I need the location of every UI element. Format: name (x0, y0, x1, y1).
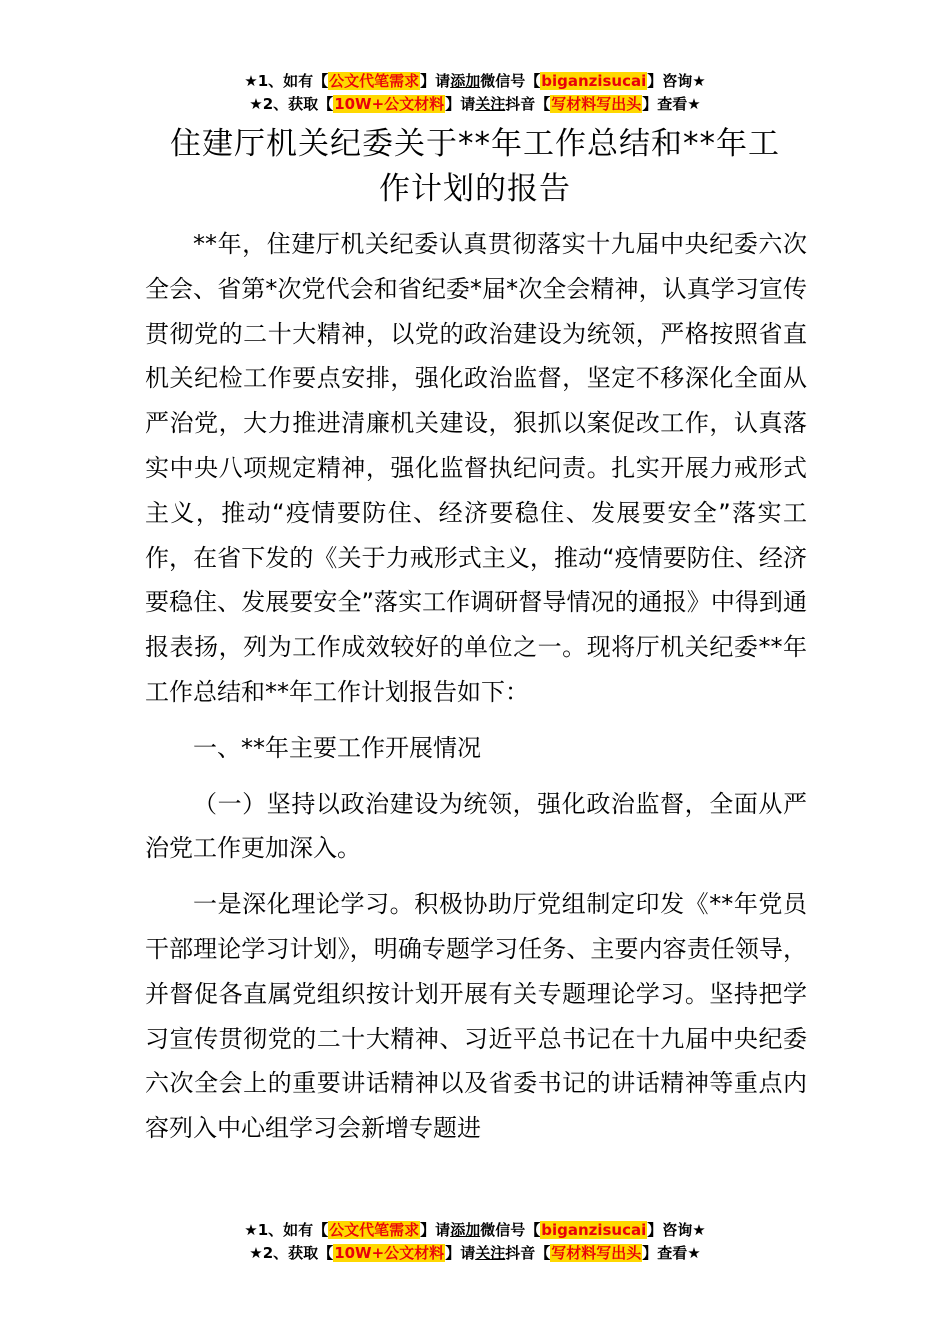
banner-line-1 (0, 70, 950, 93)
banner-wechat-id: biganzisucai (541, 1221, 647, 1239)
banner-highlight: 公文代笔需求 (329, 1221, 420, 1239)
banner-emphasis: 关注 (475, 1244, 506, 1262)
banner-text: 】咨询★ (647, 72, 706, 90)
banner-text: 微信号【 (480, 72, 541, 90)
banner-douyin-account: 写材料写出头 (551, 1244, 642, 1262)
footer-banner (0, 1219, 950, 1265)
banner-text: 】请 (420, 72, 451, 90)
header-banner (0, 70, 950, 116)
banner-line-2 (0, 93, 950, 116)
banner-text: ★1、如有【 (244, 1221, 329, 1239)
banner-text: ★2、获取【 (249, 95, 334, 113)
banner-douyin-account: 写材料写出头 (551, 95, 642, 113)
title-line-2: 作计划的报告 (379, 171, 571, 207)
banner-text: 抖音【 (505, 95, 551, 113)
banner-wechat-id: biganzisucai (541, 72, 647, 90)
banner-line-2 (0, 1242, 950, 1265)
banner-text: 微信号【 (480, 1221, 541, 1239)
banner-highlight: 公文代笔需求 (329, 72, 420, 90)
banner-text: 】查看★ (642, 95, 701, 113)
banner-text: 】请 (420, 1221, 451, 1239)
subsection-heading: （一）坚持以政治建设为统领，强化政治监督，全面从严治党工作更加深入。 (145, 789, 807, 863)
title-line-1: 住建厅机关纪委关于**年工作总结和**年工 (170, 126, 780, 162)
banner-text: 】请 (445, 95, 476, 113)
banner-emphasis: 添加 (450, 72, 481, 90)
banner-line-1 (0, 1219, 950, 1242)
banner-emphasis: 关注 (475, 95, 506, 113)
banner-text: ★1、如有【 (244, 72, 329, 90)
banner-text: 】请 (445, 1244, 476, 1262)
section-heading: 一、**年主要工作开展情况 (193, 733, 481, 762)
banner-highlight: 10W+公文材料 (334, 1244, 445, 1262)
paragraph-intro: **年，住建厅机关纪委认真贯彻落实十九届中央纪委六次全会、省第*次党代会和省纪委*届*次全会精神，认真学习宣传贯彻党的二十大精神，以党的政治建设为统领，严格按照省直机关纪检工作要点安排，强化政治监督，坚定不移深化全面从严治党，大力推进清廉机关建设，狠抓以案促改工作，认真落实中央八项规定精神，强化监督执纪问责。扎实开展力戒形式主义，推动“疫情要防住、经济要稳住、发展要安全”落实工作，在省下发的《关于力戒形式主义，推动“疫情要防住、经济要稳住、发展要安全”落实工作调研督导情况的通报》中得到通报表扬，列为工作成效较好的单位之一。现将厅机关纪委**年工作总结和**年工作计划报告如下： (145, 230, 807, 706)
banner-text: ★2、获取【 (249, 1244, 334, 1262)
banner-text: 抖音【 (505, 1244, 551, 1262)
document-title (130, 122, 820, 212)
banner-emphasis: 添加 (450, 1221, 481, 1239)
paragraph-body: 一是深化理论学习。积极协助厅党组制定印发《**年党员干部理论学习计划》，明确专题学习任务、主要内容责任领导，并督促各直属党组织按计划开展有关专题理论学习。坚持把学习宣传贯彻党的二十大精神、习近平总书记在十九届中央纪委六次全会上的重要讲话精神以及省委书记的讲话精神等重点内容列入中心组学习会新增专题进 (145, 890, 807, 1143)
banner-highlight: 10W+公文材料 (334, 95, 445, 113)
document-body (145, 222, 807, 1151)
banner-text: 】查看★ (642, 1244, 701, 1262)
banner-text: 】咨询★ (647, 1221, 706, 1239)
